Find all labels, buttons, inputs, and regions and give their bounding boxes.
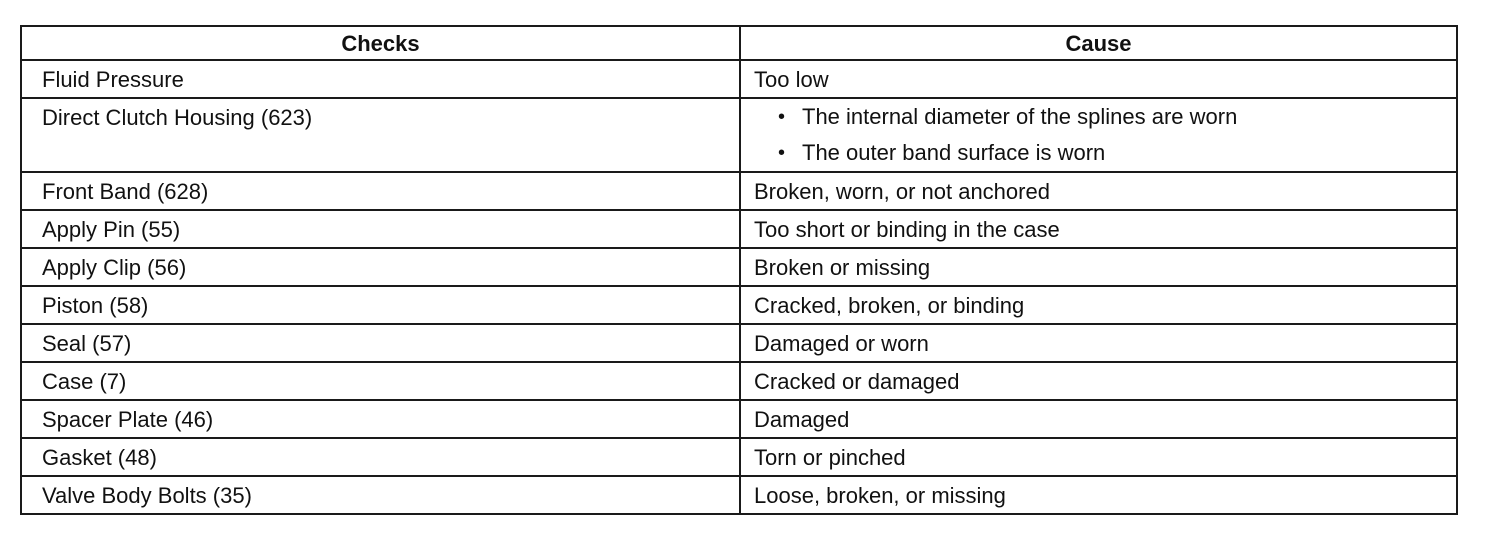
cause-cell: Damaged or worn	[740, 324, 1457, 362]
check-cell: Apply Pin (55)	[21, 210, 740, 248]
check-cell: Fluid Pressure	[21, 60, 740, 98]
list-item	[778, 99, 1446, 135]
check-cell: Front Band (628)	[21, 172, 740, 210]
check-cell: Spacer Plate (46)	[21, 400, 740, 438]
table-row	[21, 286, 1457, 324]
cause-item-text: The outer band surface is worn	[802, 140, 1106, 165]
check-cell: Seal (57)	[21, 324, 740, 362]
header-cause: Cause	[740, 26, 1457, 60]
cause-cell: Too short or binding in the case	[740, 210, 1457, 248]
diagnosis-table-container	[20, 25, 1456, 515]
table-header-row	[21, 26, 1457, 60]
table-row	[21, 476, 1457, 514]
cause-item-text: The internal diameter of the splines are worn	[802, 104, 1238, 129]
table-row	[21, 210, 1457, 248]
cause-bullet-list	[754, 99, 1446, 171]
check-cell: Gasket (48)	[21, 438, 740, 476]
check-cell: Piston (58)	[21, 286, 740, 324]
cause-cell: Torn or pinched	[740, 438, 1457, 476]
header-checks: Checks	[21, 26, 740, 60]
table-row	[21, 400, 1457, 438]
table-row	[21, 324, 1457, 362]
cause-cell: Damaged	[740, 400, 1457, 438]
cause-cell: Too low	[740, 60, 1457, 98]
cause-cell: Cracked, broken, or binding	[740, 286, 1457, 324]
bullet-icon: •	[778, 106, 786, 128]
cause-cell	[740, 98, 1457, 172]
cause-cell: Broken, worn, or not anchored	[740, 172, 1457, 210]
cause-cell: Broken or missing	[740, 248, 1457, 286]
table-row	[21, 60, 1457, 98]
table-row	[21, 172, 1457, 210]
table-row	[21, 438, 1457, 476]
check-cell: Apply Clip (56)	[21, 248, 740, 286]
diagnosis-table	[20, 25, 1458, 515]
table-row	[21, 362, 1457, 400]
cause-cell: Loose, broken, or missing	[740, 476, 1457, 514]
check-cell: Valve Body Bolts (35)	[21, 476, 740, 514]
bullet-icon: •	[778, 142, 786, 164]
check-cell: Case (7)	[21, 362, 740, 400]
list-item	[778, 135, 1446, 171]
table-row	[21, 248, 1457, 286]
table-row	[21, 98, 1457, 172]
check-cell: Direct Clutch Housing (623)	[21, 98, 740, 172]
cause-cell: Cracked or damaged	[740, 362, 1457, 400]
